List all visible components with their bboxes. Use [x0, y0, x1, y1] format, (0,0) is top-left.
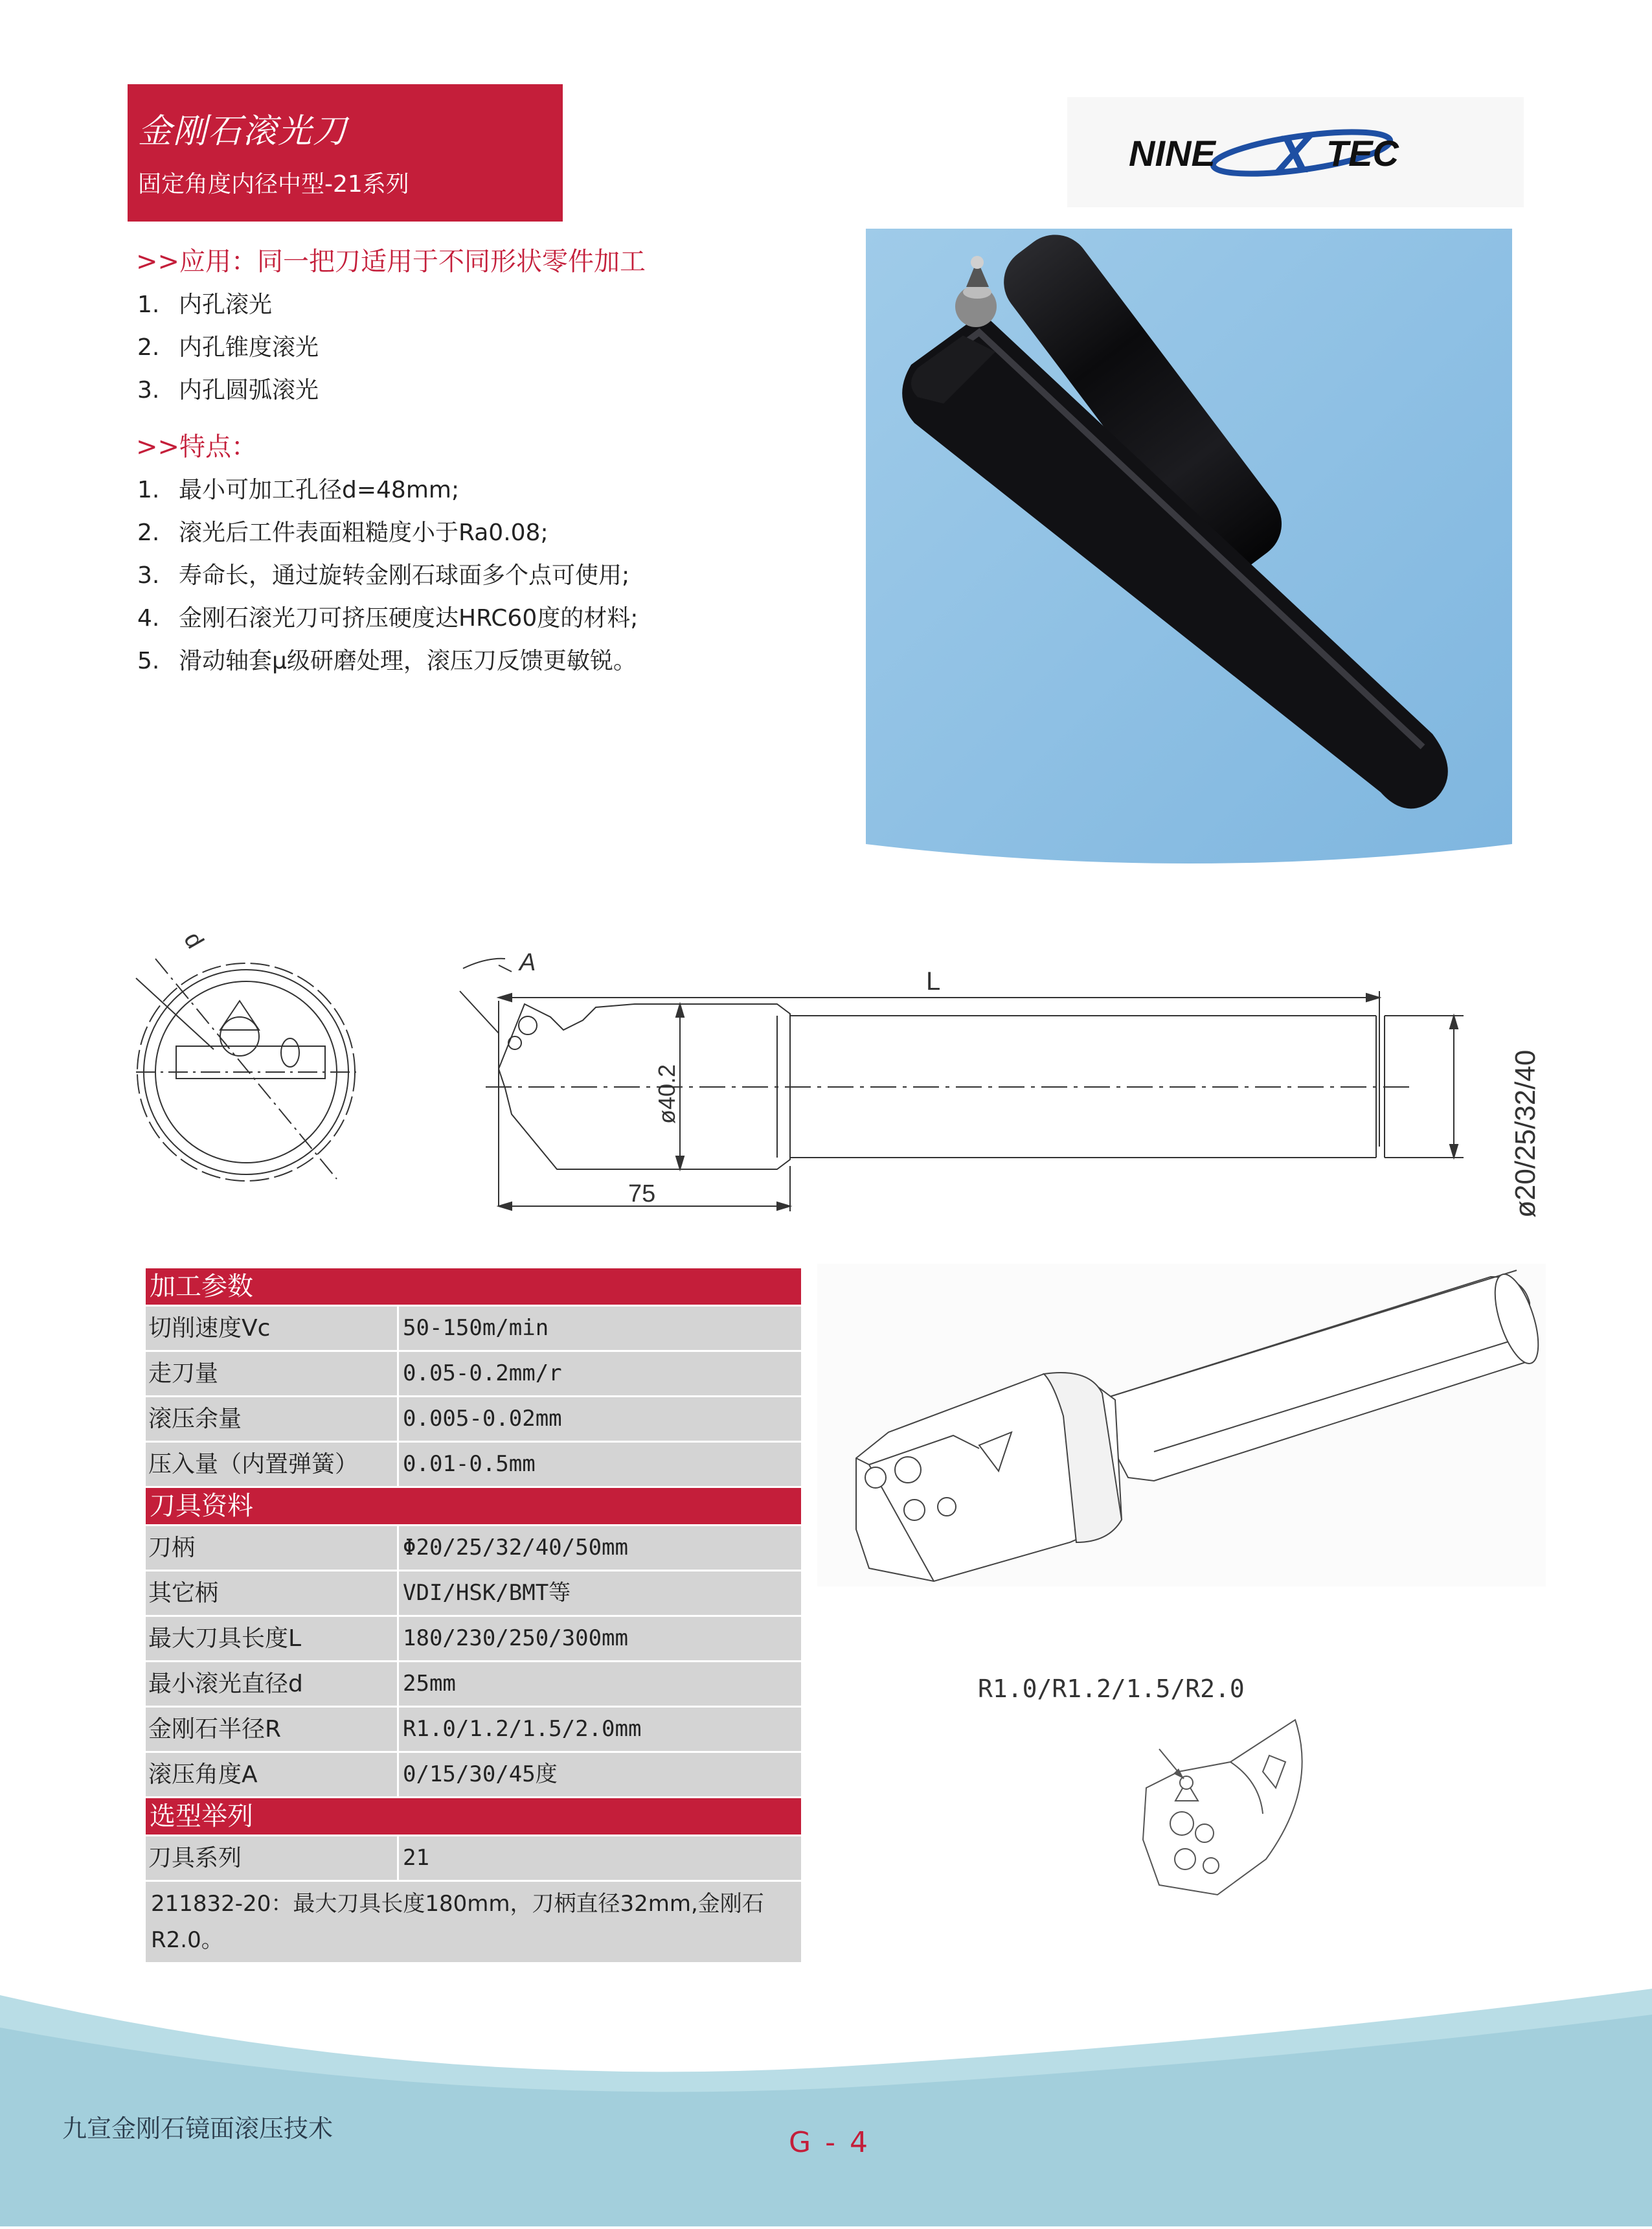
isometric-drawing [817, 1264, 1546, 1586]
features-heading: >>特点： [136, 432, 258, 462]
technical-drawing [123, 874, 1548, 1237]
logo-text-left: NINE [1129, 133, 1216, 174]
page-number: G - 4 [789, 2126, 870, 2159]
table-row: 其它柄 VDI/HSK/BMT等 [146, 1572, 801, 1615]
table-row: 刀具系列 21 [146, 1836, 801, 1880]
application-item: 1. 内孔滚光 [137, 291, 273, 318]
table-row: 金刚石半径R R1.0/1.2/1.5/2.0mm [146, 1708, 801, 1751]
table-row: 滚压角度A 0/15/30/45度 [146, 1753, 801, 1796]
logo-text-right: TEC [1326, 133, 1399, 174]
page-title: 金刚石滚光刀 [138, 112, 348, 151]
diamond-radius-label: R1.0/R1.2/1.5/R2.0 [978, 1675, 1245, 1703]
label-d: d [178, 928, 209, 954]
logo [1067, 97, 1524, 207]
header-title-box [128, 84, 563, 222]
label-shank-dia: ø20/25/32/40 [1510, 1049, 1541, 1218]
table-row: 最小滚光直径d 25mm [146, 1662, 801, 1706]
table-section-header: 选型举列 [146, 1798, 801, 1835]
selection-example-note: 211832-20：最大刀具长度180mm，刀柄直径32mm,金刚石R2.0。 [146, 1882, 801, 1962]
label-A: A [519, 949, 536, 976]
feature-item: 3. 寿命长，通过旋转金刚石球面多个点可使用; [137, 562, 630, 589]
feature-item: 2. 滚光后工件表面粗糙度小于Ra0.08; [137, 520, 549, 546]
application-item: 2. 内孔锥度滚光 [137, 334, 319, 361]
feature-item: 1. 最小可加工孔径d=48mm; [137, 477, 460, 503]
application-item: 3. 内孔圆弧滚光 [137, 377, 319, 404]
table-row: 压入量（内置弹簧） 0.01-0.5mm [146, 1443, 801, 1486]
application-heading: >>应用：同一把刀适用于不同形状零件加工 [136, 247, 646, 277]
table-row: 滚压余量 0.005-0.02mm [146, 1397, 801, 1441]
feature-item: 5. 滑动轴套μ级研磨处理，滚压刀反馈更敏锐。 [137, 648, 637, 674]
diamond-tip-detail [1101, 1710, 1321, 1904]
label-dia-40: ø40.2 [653, 1064, 680, 1124]
label-L: L [926, 967, 941, 996]
logo-text-x: X [1276, 125, 1311, 184]
table-row: 最大刀具长度L 180/230/250/300mm [146, 1617, 801, 1660]
footer-company: 九宣金刚石镜面滚压技术 [62, 2114, 334, 2143]
table-section-header: 加工参数 [146, 1268, 801, 1305]
table-section-header: 刀具资料 [146, 1488, 801, 1524]
label-75: 75 [628, 1180, 656, 1207]
feature-item: 4. 金刚石滚光刀可挤压硬度达HRC60度的材料; [137, 605, 639, 632]
table-row: 刀柄 Φ20/25/32/40/50mm [146, 1526, 801, 1570]
product-photo [866, 229, 1512, 867]
page-subtitle: 固定角度内径中型-21系列 [138, 171, 409, 198]
parameter-table [146, 1268, 801, 1962]
table-row: 走刀量 0.05-0.2mm/r [146, 1352, 801, 1395]
table-row: 切削速度Vc 50-150m/min [146, 1307, 801, 1350]
footer-wave [0, 1969, 1652, 2226]
